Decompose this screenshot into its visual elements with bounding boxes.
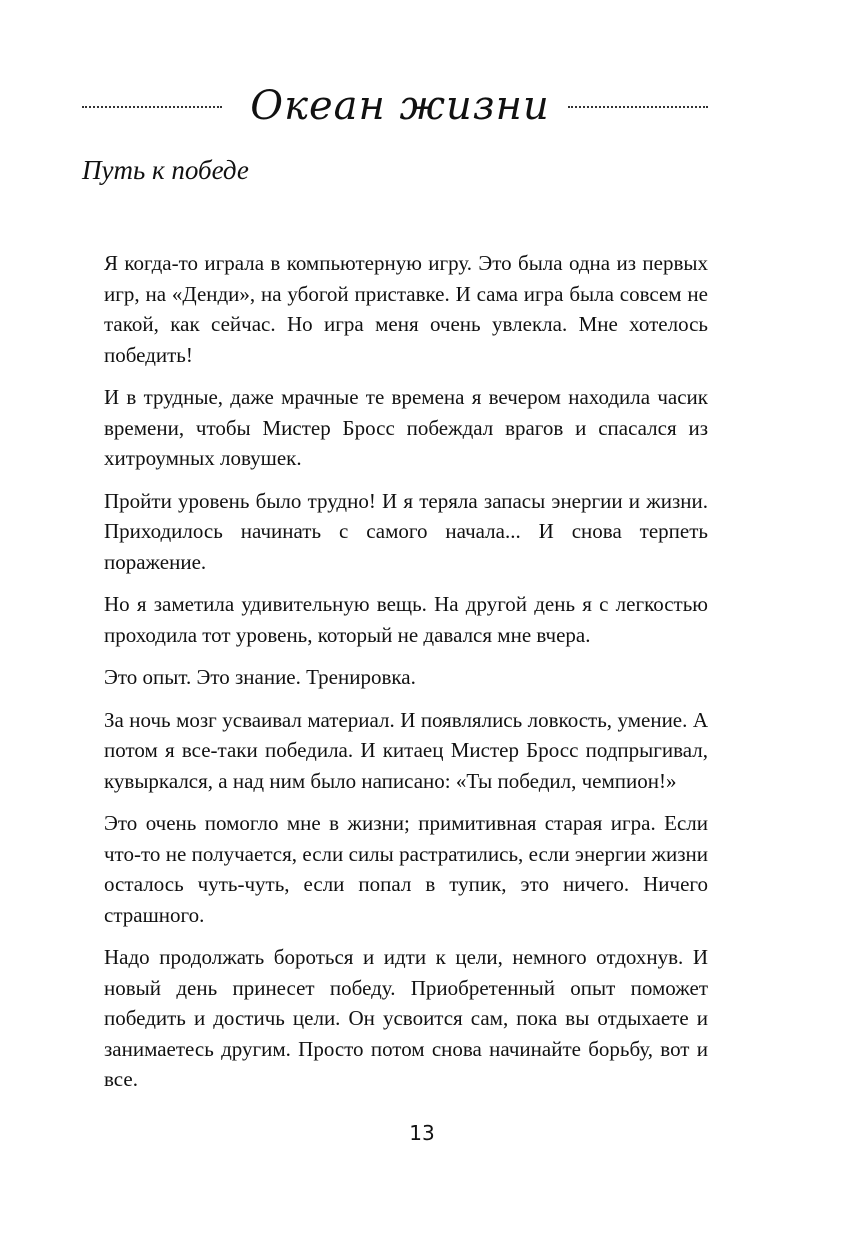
running-header <box>0 78 844 138</box>
chapter-title: Путь к победе <box>82 155 249 185</box>
running-header-title: Океан жизни <box>250 83 550 129</box>
paragraph: Это опыт. Это знание. Тренировка. <box>104 665 416 689</box>
paragraph: Я когда-то играла в компьютерную игру. Это была одна из первых игр, на «Денди», на убогой приставке. И сама игра была совсем не такой, как сейчас. Но игра меня очень увлекла. Мне хотелось победить! <box>104 251 708 367</box>
paragraph: Пройти уровень было трудно! И я теряла запасы энергии и жизни. Приходилось начинать с самого начала... И снова терпеть поражение. <box>104 488 708 574</box>
header-dotted-rule-left <box>82 106 222 108</box>
paragraph: И в трудные, даже мрачные те времена я вечером находила часик времени, чтобы Мистер Бросс побеждал врагов и спасался из хитроумных ловушек. <box>104 385 708 470</box>
paragraph: Надо продолжать бороться и идти к цели, немного отдохнув. И новый день принесет победу. Приобретенный опыт поможет победить и достичь цели. Он усвоится сам, пока вы отдыхаете и занимаетесь другим. Просто потом снова начинайте борьбу, вот и все. <box>104 945 708 1091</box>
page-number: 13 <box>409 1121 435 1145</box>
paragraph: Но я заметила удивительную вещь. На другой день я с легкостью проходила тот уровень, который не давался мне вчера. <box>104 592 708 647</box>
header-dotted-rule-right <box>568 106 708 108</box>
paragraph: За ночь мозг усваивал материал. И появлялись ловкость, умение. А потом я все-таки победила. И китаец Мистер Бросс подпрыгивал, кувыркался, а над ним было написано: «Ты победил, чемпион!» <box>104 707 708 793</box>
paragraph: Это очень помогло мне в жизни; примитивная старая игра. Если что-то не получается, если силы растратились, если энергии жизни осталось чуть-чуть, если попал в тупик, это ничего. Ничего страшного. <box>104 811 708 927</box>
body-text <box>104 248 708 1107</box>
